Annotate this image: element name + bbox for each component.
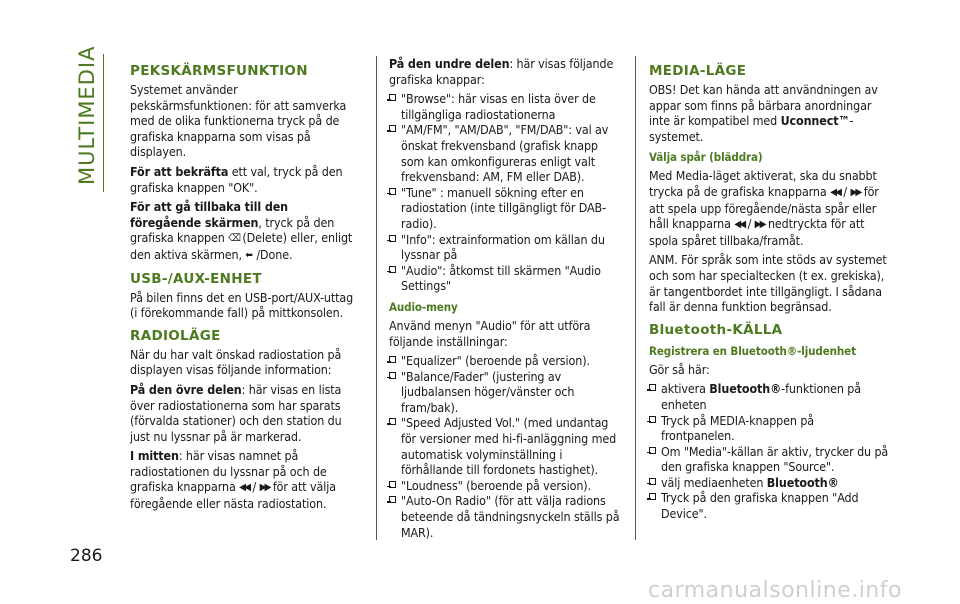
list-item bbox=[389, 369, 621, 416]
previous-track-icon: ◀◀ bbox=[734, 219, 745, 231]
list-item-text: "Balance/Fader" (justering av ljudbalansen höger/vänster och fram/bak). bbox=[401, 368, 575, 415]
list-item-text: Om "Media"-källan är aktiv, trycker du på den grafiska knappen "Source". bbox=[661, 443, 889, 475]
list-item bbox=[649, 381, 889, 412]
watermark: carmanualsonline.info bbox=[648, 578, 902, 603]
heading-audio-menu: Audio-meny bbox=[389, 299, 458, 314]
back-paragraph bbox=[130, 199, 358, 263]
bullet-icon bbox=[389, 235, 396, 242]
next-track-icon: ▶▶ bbox=[754, 219, 765, 231]
list-item-text: välj mediaenheten bbox=[661, 474, 767, 490]
list-item-text: "AM/FM", "AM/DAB", "FM/DAB": val av önskat frekvensband (grafisk knapp som kan omkonfigureras enligt valt frekvensband: AM, FM eller DAB). bbox=[401, 122, 609, 185]
list-item-bold: Bluetooth® bbox=[766, 474, 839, 490]
back-text-1: , tryck på den grafiska knappen bbox=[130, 214, 335, 246]
list-item bbox=[389, 415, 621, 477]
bullet-icon bbox=[389, 356, 396, 363]
list-item-bold: Bluetooth® bbox=[709, 381, 782, 397]
heading-radio: RADIOLÄGE bbox=[130, 327, 221, 344]
middle-paragraph bbox=[130, 448, 358, 511]
bullet-icon bbox=[649, 493, 656, 500]
column-divider-1 bbox=[376, 56, 377, 540]
lower-text: : här visas följande grafiska knappar: bbox=[389, 56, 614, 87]
bullet-icon bbox=[649, 416, 656, 423]
anm-text: ANM. För språk som inte stöds av systemet och som har specialtecken (t ex. grekiska), är tangentbordet inte tillgängligt. I sådana fall är denna funktion begränsad. bbox=[649, 252, 887, 315]
list-item bbox=[389, 232, 621, 263]
upper-paragraph bbox=[130, 382, 358, 444]
back-text-3: /Done. bbox=[252, 246, 293, 262]
list-item bbox=[389, 91, 621, 122]
bluetooth-intro: Gör så här: bbox=[649, 361, 710, 377]
heading-track: Välja spår (bläddra) bbox=[649, 150, 763, 165]
column-3 bbox=[649, 56, 889, 522]
confirm-paragraph bbox=[130, 164, 358, 195]
list-item-text: Tryck på den grafiska knappen "Add Device". bbox=[661, 490, 859, 522]
confirm-text: ett val, tryck på den grafiska knappen "OK". bbox=[130, 163, 343, 195]
bullet-icon bbox=[649, 447, 656, 454]
bullet-icon bbox=[649, 478, 656, 485]
middle-text-2: / bbox=[249, 479, 260, 495]
list-item bbox=[649, 413, 889, 444]
bullet-icon bbox=[389, 125, 396, 132]
track-text-3: för att spela upp föregående/nästa spår eller håll knapparna bbox=[649, 183, 879, 232]
list-item-text: -funktionen på enheten bbox=[661, 381, 862, 412]
heading-usb: USB-/AUX-ENHET bbox=[130, 270, 262, 287]
column-1 bbox=[130, 56, 358, 516]
previous-track-icon: ◀◀ bbox=[830, 186, 840, 198]
back-text-2: (Delete) eller, enligt den aktiva skärmen, bbox=[130, 230, 353, 262]
page-number: 286 bbox=[70, 546, 103, 566]
media-brand: Uconnect™ bbox=[780, 113, 850, 129]
list-item bbox=[389, 185, 621, 232]
list-item-text: "Browse": här visas en lista över de tillgängliga radiostationerna bbox=[401, 91, 596, 122]
radio-text: När du har valt önskad radiostation på displayen visas följande information: bbox=[130, 346, 342, 378]
delete-icon: ⌫ bbox=[228, 233, 239, 245]
heading-bluetooth-register: Registrera en Bluetooth®-ljudenhet bbox=[649, 343, 856, 358]
list-item bbox=[389, 353, 621, 369]
middle-text-1: : här visas namnet på radiostationen du lyssnar på och de grafiska knapparna bbox=[130, 448, 327, 495]
middle-text-3: för att välja föregående eller nästa radiostation. bbox=[130, 479, 336, 512]
audio-menu-text: Använd menyn "Audio" för att utföra följande inställningar: bbox=[389, 317, 591, 349]
back-label: För att gå tillbaka till den föregående skärmen bbox=[130, 199, 289, 230]
media-paragraph bbox=[649, 82, 889, 144]
track-text-4: / bbox=[744, 216, 755, 232]
bullet-icon bbox=[389, 496, 396, 503]
track-text-1: Med Media-läget aktiverat, ska du snabbt trycka på de grafiska knapparna bbox=[649, 168, 877, 199]
heading-bluetooth: Bluetooth-KÄLLA bbox=[649, 321, 783, 338]
list-item-text: Tryck på MEDIA-knappen på frontpanelen. bbox=[661, 412, 815, 444]
next-track-icon: ▶▶ bbox=[259, 482, 270, 494]
upper-text: : här visas en lista över radiostationerna som har sparats (förvalda stationer) och den station du just nu lyssnar på är markerad. bbox=[130, 381, 342, 444]
list-item bbox=[649, 444, 889, 475]
pekskarm-text: Systemet använder pekskärmsfunktionen: för att samverka med de olika funktionerna tryck på de grafiska knapparna som visas på displayen. bbox=[130, 82, 347, 160]
list-item-text: aktivera bbox=[661, 381, 710, 397]
list-item-text: "Tune" : manuell sökning efter en radiostation (inte tillgängligt för DAB-radio). bbox=[401, 184, 607, 231]
track-text-5: nedtryckta för att spola spåret tillbaka/framåt. bbox=[649, 216, 865, 248]
usb-text: På bilen finns det en USB-port/AUX-uttag (i förekommande fall) på mittkonsolen. bbox=[130, 289, 354, 321]
list-item-text: "Speed Adjusted Vol." (med undantag för versioner med hi-fi-anläggning med automatisk volyminställning i förhållande till fordonets hastighet). bbox=[401, 415, 617, 478]
confirm-label: För att bekräfta bbox=[130, 163, 229, 179]
upper-label: På den övre delen bbox=[130, 381, 242, 397]
bullet-icon bbox=[389, 94, 396, 101]
list-item-text: "Audio": åtkomst till skärmen "Audio Settings" bbox=[401, 262, 601, 294]
heading-pekskarm: PEKSKÄRMSFUNKTION bbox=[130, 63, 308, 79]
section-tab-divider bbox=[103, 54, 104, 192]
track-paragraph bbox=[649, 168, 889, 248]
media-text-1: OBS! Det kan hända att användningen av appar som finns på bärbara anordningar inte är kompatibel med bbox=[649, 82, 878, 129]
heading-media: MEDIA-LÄGE bbox=[649, 63, 747, 79]
list-item bbox=[389, 122, 621, 184]
bullet-icon bbox=[389, 188, 396, 195]
previous-track-icon: ◀◀ bbox=[239, 482, 250, 494]
lower-label: På den undre delen bbox=[389, 56, 510, 71]
media-text-2: -systemet. bbox=[649, 113, 854, 144]
track-text-2: / bbox=[839, 183, 851, 199]
list-item-text: "Auto-On Radio" (för att välja radions beteende då tändningsnyckeln ställs på MAR). bbox=[401, 493, 620, 540]
column-2 bbox=[389, 56, 621, 540]
bullet-icon bbox=[389, 372, 396, 379]
bullet-icon bbox=[389, 266, 396, 273]
back-arrow-icon: ⬅ bbox=[245, 249, 253, 261]
list-item-text: "Loudness" (beroende på version). bbox=[401, 477, 591, 493]
bullet-icon bbox=[649, 384, 656, 391]
list-item-text: "Equalizer" (beroende på version). bbox=[401, 353, 590, 369]
lower-paragraph bbox=[389, 56, 621, 87]
list-item bbox=[389, 263, 621, 294]
section-tab bbox=[64, 45, 104, 190]
section-tab-label: MULTIMEDIA bbox=[75, 45, 99, 185]
list-item bbox=[649, 490, 889, 521]
list-item-text: "Info": extrainformation om källan du lyssnar på bbox=[401, 231, 605, 263]
column-divider-2 bbox=[635, 56, 636, 540]
bullet-icon bbox=[389, 418, 396, 425]
middle-label: I mitten bbox=[130, 448, 179, 464]
bullet-icon bbox=[389, 481, 396, 488]
next-track-icon: ▶▶ bbox=[850, 186, 861, 198]
list-item bbox=[389, 478, 621, 494]
list-item bbox=[649, 475, 889, 491]
list-item bbox=[389, 493, 621, 540]
